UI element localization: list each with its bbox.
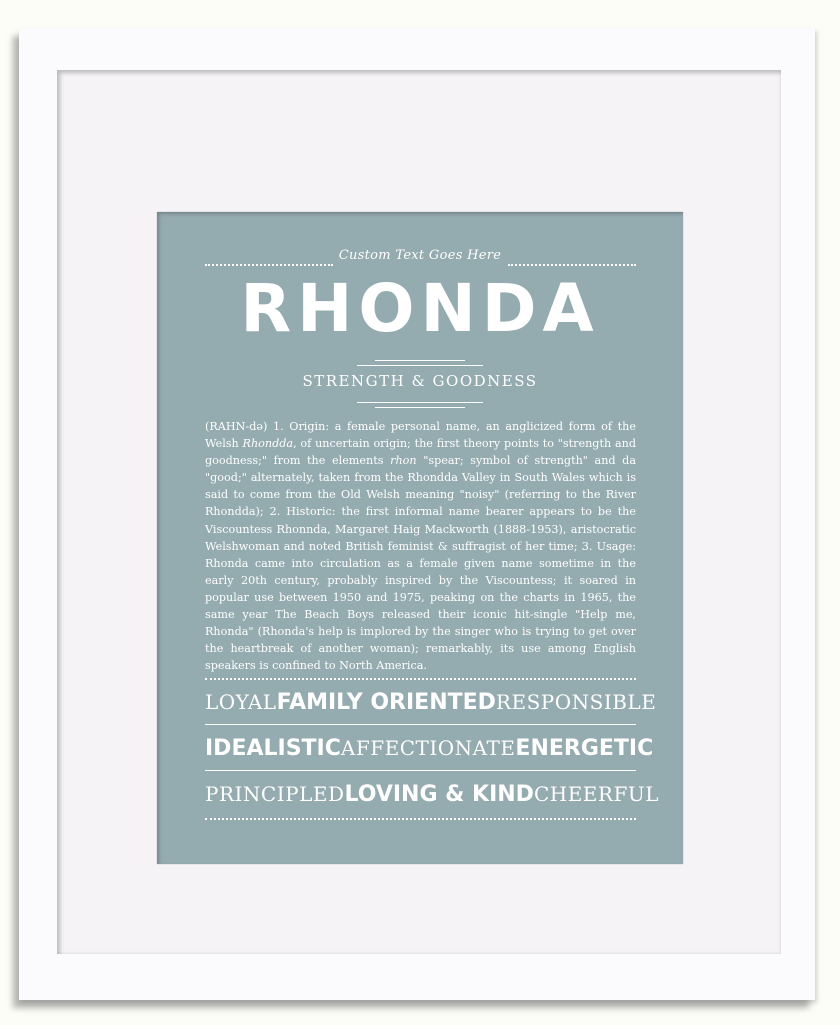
trait: AFFECTIONATE	[340, 736, 516, 760]
trait: RESPONSIBLE	[495, 690, 657, 714]
pronunciation: (RAHN-də)	[205, 420, 268, 433]
trait: LOYAL	[205, 690, 277, 714]
trait-divider-2	[205, 770, 636, 771]
traits-bottom-dotted-line	[205, 818, 636, 820]
top-left-dotted-line	[205, 264, 333, 266]
name-definition	[205, 418, 636, 674]
traits-top-dotted-line	[205, 678, 636, 680]
trait: FAMILY ORIENTED	[276, 690, 496, 715]
definition-text-2: , of uncertain origin; the first theory points to "strength and goodness;" from the elements	[205, 437, 636, 468]
trait: ENERGETIC	[515, 736, 654, 761]
name-print	[157, 212, 683, 864]
top-right-dotted-line	[508, 264, 636, 266]
picture-frame	[19, 28, 815, 1000]
upper-rule-1	[375, 360, 465, 361]
lower-rule-1	[357, 402, 483, 403]
trait: IDEALISTIC	[205, 736, 341, 761]
lower-rule-2	[375, 407, 465, 408]
name-title: RHONDA	[240, 270, 600, 347]
trait-line-3	[205, 776, 659, 812]
definition-text-1: 1. Origin: a female personal name, an anglicized form of the Welsh	[205, 420, 636, 451]
name-meaning: STRENGTH & GOODNESS	[302, 372, 538, 390]
definition-text-3: "spear; symbol of strength" and da "good;" alternately, taken from the Rhondda Valley in South Wales which is said to come from the Old Welsh meaning "noisy" (referring to the River Rhondda); 2. Historic: the first informal name bearer appears to be the Viscountess Rhonnda, Margaret Haig Mackworth (1888-1953), aristocratic Welshwoman and noted British feminist & suffragist of her time; 3. Usage: Rhonda came into circulation as a female given name sometime in the early 20th century, probably inspired by the Viscountess; it soared in popular use between 1950 and 1975, peaking on the charts in 1965, the same year The Beach Boys released their iconic hit-single "Help me, Rhonda" (Rhonda's help is implored by the singer who is trying to get over the heartbreak of another woman); remarkably, its use among English speakers is confined to North America.	[205, 454, 636, 673]
custom-text: Custom Text Goes Here	[338, 248, 502, 263]
trait: LOVING & KIND	[344, 782, 534, 807]
rhon-word: rhon	[390, 454, 417, 468]
trait: CHEERFUL	[533, 782, 659, 806]
welsh-name: Rhondda	[242, 437, 294, 451]
trait-line-1	[205, 684, 657, 720]
trait: PRINCIPLED	[205, 782, 345, 806]
trait-divider-1	[205, 724, 636, 725]
mat-board	[57, 70, 781, 954]
trait-line-2	[205, 730, 654, 766]
upper-rule-2	[357, 365, 483, 366]
